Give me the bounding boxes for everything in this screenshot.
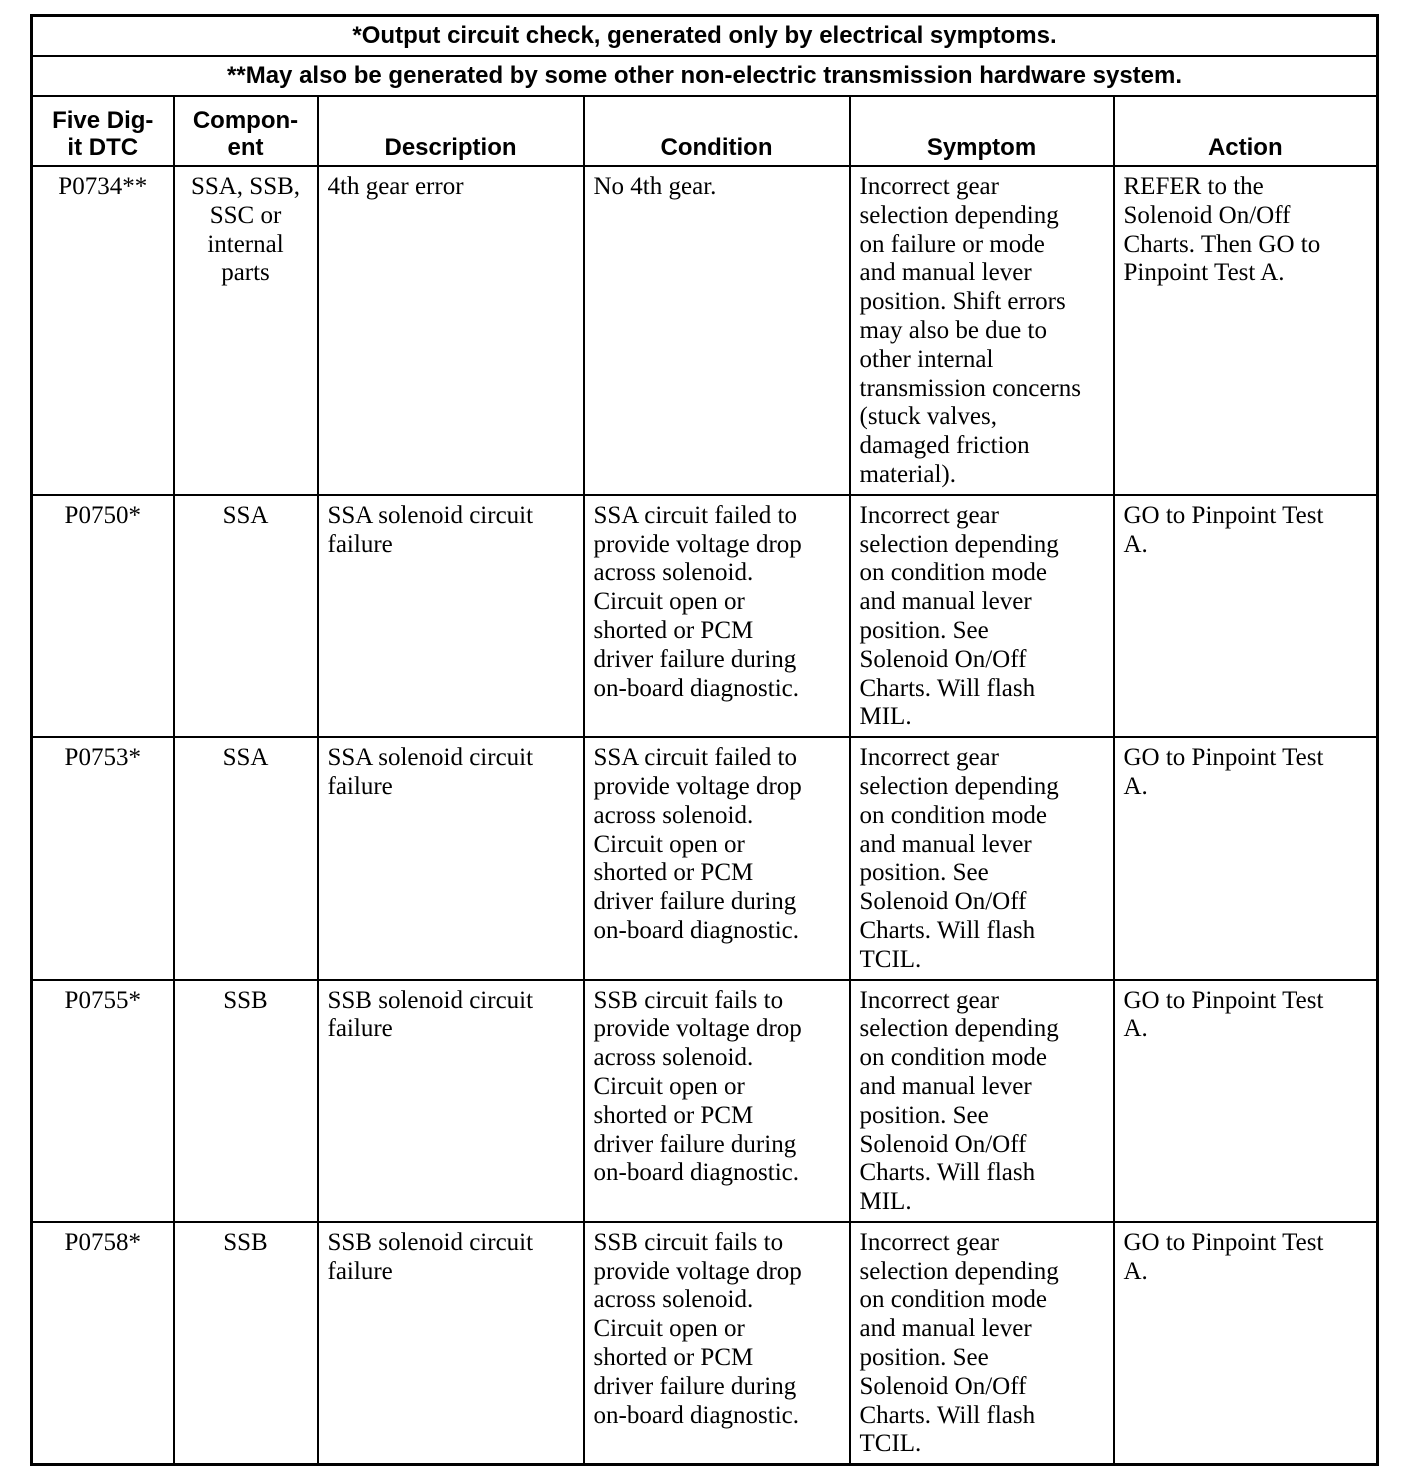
symptom-cell-line: selection depending	[859, 530, 1059, 558]
description-cell	[318, 980, 584, 1222]
note-row-output-circuit	[32, 16, 1378, 57]
condition-cell-line: SSB circuit fails to	[593, 1228, 784, 1256]
condition-cell-line: provide voltage drop	[593, 530, 802, 558]
condition-cell-line: provide voltage drop	[593, 772, 802, 800]
symptom-cell-line: position. Shift errors	[859, 288, 1066, 316]
component-cell	[174, 166, 318, 495]
condition-cell-line: Circuit open or	[593, 588, 745, 616]
condition-cell-line: shorted or PCM	[593, 1344, 754, 1372]
condition-cell	[584, 166, 850, 495]
condition-cell-line: on-board diagnostic.	[593, 674, 800, 702]
symptom-cell-line: Incorrect gear	[859, 1228, 999, 1256]
action-cell	[1114, 737, 1378, 979]
component-cell-line: SSA	[222, 744, 269, 772]
table-row	[32, 1222, 1378, 1465]
header-description: Description	[318, 96, 584, 166]
symptom-cell-line: Charts. Will flash	[859, 1401, 1036, 1429]
condition-cell-line: provide voltage drop	[593, 1257, 802, 1285]
note-output-circuit: *Output circuit check, generated only by electrical symptoms.	[32, 16, 1378, 57]
dtc-cell: P0753*	[32, 737, 174, 979]
symptom-cell-line: and manual lever	[859, 830, 1032, 858]
header-symptom: Symptom	[850, 96, 1114, 166]
symptom-cell-line: on failure or mode	[859, 230, 1045, 258]
component-cell-line: SSB	[223, 986, 268, 1014]
symptom-cell-line: Solenoid On/Off	[859, 888, 1027, 916]
condition-cell-line: SSB circuit fails to	[593, 986, 784, 1014]
symptom-cell-line: selection depending	[859, 1015, 1059, 1043]
condition-cell-line: on-board diagnostic.	[593, 1159, 800, 1187]
condition-cell	[584, 737, 850, 979]
symptom-cell-line: TCIL.	[859, 1430, 922, 1458]
action-cell-line: Solenoid On/Off	[1123, 201, 1291, 229]
symptom-cell-line: may also be due to	[859, 316, 1047, 344]
symptom-cell	[850, 1222, 1114, 1465]
condition-cell-line: Circuit open or	[593, 1072, 745, 1100]
header-dtc-line: it DTC	[67, 134, 139, 161]
condition-cell-line: across solenoid.	[593, 801, 754, 829]
header-dtc-line: Five Dig-	[52, 107, 154, 134]
symptom-cell-line: Solenoid On/Off	[859, 1372, 1027, 1400]
action-cell-line: A.	[1123, 530, 1148, 558]
symptom-cell-line: and manual lever	[859, 588, 1032, 616]
condition-cell-line: on-board diagnostic.	[593, 1401, 800, 1429]
condition-cell-line: driver failure during	[593, 1130, 797, 1158]
header-component	[174, 96, 318, 166]
symptom-cell-line: TCIL.	[859, 945, 922, 973]
condition-cell-line: across solenoid.	[593, 1286, 754, 1314]
component-cell-line: SSA, SSB,	[190, 173, 301, 200]
symptom-cell-line: transmission concerns	[859, 374, 1081, 402]
header-component-line: Compon-	[192, 107, 299, 134]
symptom-cell	[850, 166, 1114, 495]
condition-cell-line: driver failure during	[593, 1372, 797, 1400]
description-cell-line: SSA solenoid circuit	[327, 501, 534, 529]
symptom-cell-line: Charts. Will flash	[859, 1159, 1036, 1187]
symptom-cell-line: Incorrect gear	[859, 744, 999, 772]
symptom-cell-line: and manual lever	[859, 1315, 1032, 1343]
condition-cell-line: shorted or PCM	[593, 616, 754, 644]
description-cell	[318, 495, 584, 737]
symptom-cell-line: on condition mode	[859, 559, 1047, 587]
table-row	[32, 166, 1378, 495]
dtc-cell: P0734**	[32, 166, 174, 495]
description-cell-line: SSB solenoid circuit	[327, 1228, 534, 1256]
action-cell-line: Pinpoint Test A.	[1123, 259, 1285, 287]
description-cell	[318, 1222, 584, 1465]
description-cell-line: SSA solenoid circuit	[327, 744, 534, 772]
component-cell-line: internal	[207, 230, 284, 258]
header-condition: Condition	[584, 96, 850, 166]
dtc-cell: P0758*	[32, 1222, 174, 1465]
description-cell-line: failure	[327, 772, 393, 800]
condition-cell-line: driver failure during	[593, 888, 797, 916]
condition-cell-line: Circuit open or	[593, 1315, 745, 1343]
action-cell-line: Charts. Then GO to	[1123, 230, 1321, 258]
condition-cell-line: driver failure during	[593, 645, 797, 673]
symptom-cell	[850, 980, 1114, 1222]
symptom-cell-line: position. See	[859, 1344, 989, 1372]
action-cell	[1114, 1222, 1378, 1465]
symptom-cell-line: on condition mode	[859, 1286, 1047, 1314]
condition-cell-line: No 4th gear.	[593, 173, 717, 200]
action-cell-line: A.	[1123, 1015, 1148, 1043]
header-dtc	[32, 96, 174, 166]
symptom-cell-line: on condition mode	[859, 1044, 1047, 1072]
description-cell-line: failure	[327, 530, 393, 558]
action-cell	[1114, 980, 1378, 1222]
action-cell-line: A.	[1123, 1257, 1148, 1285]
component-cell	[174, 737, 318, 979]
condition-cell-line: on-board diagnostic.	[593, 916, 800, 944]
dtc-cell: P0755*	[32, 980, 174, 1222]
symptom-cell	[850, 495, 1114, 737]
header-row	[32, 96, 1378, 166]
symptom-cell-line: and manual lever	[859, 259, 1032, 287]
component-cell	[174, 495, 318, 737]
symptom-cell-line: MIL.	[859, 703, 912, 731]
symptom-cell-line: position. See	[859, 616, 989, 644]
symptom-cell-line: (stuck valves,	[859, 403, 997, 431]
dtc-table	[30, 14, 1379, 1466]
component-cell-line: SSC or	[209, 201, 282, 229]
component-cell-line: parts	[221, 259, 270, 287]
header-component-line: ent	[227, 134, 264, 161]
symptom-cell-line: selection depending	[859, 1257, 1059, 1285]
condition-cell-line: SSA circuit failed to	[593, 744, 797, 772]
condition-cell	[584, 495, 850, 737]
symptom-cell-line: Charts. Will flash	[859, 674, 1036, 702]
action-cell-line: A.	[1123, 772, 1148, 800]
note-row-non-electric	[32, 56, 1378, 96]
symptom-cell-line: Charts. Will flash	[859, 916, 1036, 944]
condition-cell-line: SSA circuit failed to	[593, 501, 797, 529]
condition-cell-line: provide voltage drop	[593, 1015, 802, 1043]
description-cell-line: failure	[327, 1257, 393, 1285]
component-cell	[174, 980, 318, 1222]
symptom-cell-line: Incorrect gear	[859, 173, 999, 200]
action-cell-line: GO to Pinpoint Test	[1123, 986, 1324, 1014]
action-cell	[1114, 495, 1378, 737]
action-cell-line: GO to Pinpoint Test	[1123, 744, 1324, 772]
description-cell-line: 4th gear error	[327, 173, 464, 200]
condition-cell	[584, 980, 850, 1222]
symptom-cell-line: selection depending	[859, 772, 1059, 800]
symptom-cell-line: on condition mode	[859, 801, 1047, 829]
component-cell-line: SSB	[223, 1228, 268, 1256]
symptom-cell-line: Incorrect gear	[859, 501, 999, 529]
symptom-cell-line: other internal	[859, 345, 994, 373]
table-row	[32, 737, 1378, 979]
symptom-cell-line: Incorrect gear	[859, 986, 999, 1014]
dtc-cell: P0750*	[32, 495, 174, 737]
header-action: Action	[1114, 96, 1378, 166]
table-row	[32, 980, 1378, 1222]
condition-cell-line: shorted or PCM	[593, 859, 754, 887]
condition-cell-line: across solenoid.	[593, 1044, 754, 1072]
description-cell	[318, 166, 584, 495]
symptom-cell-line: MIL.	[859, 1188, 912, 1216]
action-cell-line: GO to Pinpoint Test	[1123, 1228, 1324, 1256]
condition-cell-line: shorted or PCM	[593, 1101, 754, 1129]
action-cell-line: GO to Pinpoint Test	[1123, 501, 1324, 529]
action-cell	[1114, 166, 1378, 495]
description-cell	[318, 737, 584, 979]
symptom-cell-line: and manual lever	[859, 1072, 1032, 1100]
table-row	[32, 495, 1378, 737]
description-cell-line: SSB solenoid circuit	[327, 986, 534, 1014]
condition-cell-line: Circuit open or	[593, 830, 745, 858]
symptom-cell-line: selection depending	[859, 201, 1059, 229]
note-non-electric: **May also be generated by some other non-electric transmission hardware system.	[32, 56, 1378, 96]
description-cell-line: failure	[327, 1015, 393, 1043]
symptom-cell-line: Solenoid On/Off	[859, 1130, 1027, 1158]
component-cell-line: SSA	[222, 501, 269, 529]
symptom-cell-line: position. See	[859, 1101, 989, 1129]
symptom-cell-line: damaged friction	[859, 432, 1030, 460]
symptom-cell-line: Solenoid On/Off	[859, 645, 1027, 673]
action-cell-line: REFER to the	[1123, 173, 1264, 200]
component-cell	[174, 1222, 318, 1465]
symptom-cell-line: position. See	[859, 859, 989, 887]
condition-cell-line: across solenoid.	[593, 559, 754, 587]
symptom-cell	[850, 737, 1114, 979]
condition-cell	[584, 1222, 850, 1465]
symptom-cell-line: material).	[859, 460, 956, 488]
